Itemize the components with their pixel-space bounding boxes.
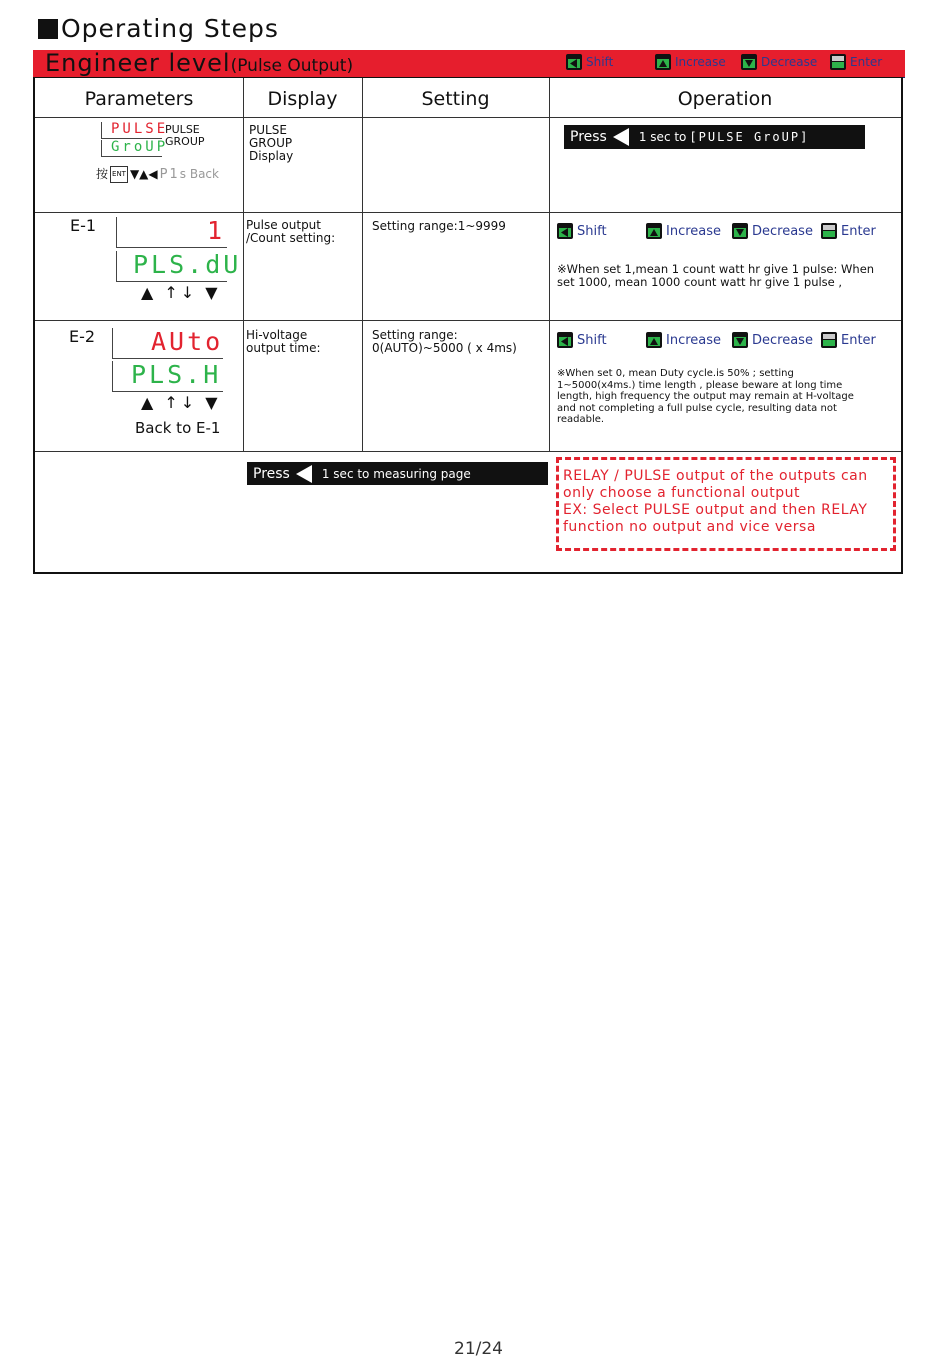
e2-display-1: Hi-voltage: [246, 328, 308, 342]
e1-shift-key: Shift: [557, 223, 607, 239]
e2-display-2: output time:: [246, 341, 321, 355]
banner-shift-label: Shift: [586, 55, 614, 69]
note-line-1: RELAY / PULSE output of the outputs can: [563, 468, 868, 484]
e1-code: E-1: [70, 216, 97, 235]
header-operation: Operation: [677, 88, 773, 110]
enter-key-icon: [830, 54, 846, 70]
press-to-group-bar: Press 1 sec to [PULSE GroUP]: [564, 125, 865, 149]
e1-setting: Setting range:1~9999: [372, 219, 506, 233]
left-arrow-key-icon: [296, 465, 312, 483]
section-title-text: Operating Steps: [61, 14, 279, 43]
banner-title: [45, 49, 353, 77]
section-title: [38, 14, 279, 43]
group-display-2: GROUP: [249, 136, 293, 150]
e2-note-1: ※When set 0, mean Duty cycle.is 50% ; setting: [557, 368, 794, 379]
e1-decrease-key: Decrease: [732, 223, 813, 239]
e2-name-seg-display: PLS.H: [112, 361, 223, 392]
decrease-key-icon: [741, 54, 757, 70]
shift-key-icon: [557, 332, 573, 348]
relay-pulse-note-box: [556, 457, 896, 551]
e2-setting-2: 0(AUTO)~5000 ( x 4ms): [372, 341, 517, 355]
e1-name-seg-display: PLS.dU: [116, 251, 227, 282]
left-arrow-key-icon: [613, 128, 629, 146]
shift-key-icon: [557, 223, 573, 239]
e2-value-seg-display: AUto: [112, 328, 223, 359]
banner-title-text: Engineer level: [45, 49, 231, 77]
e2-note-4: and not completing a full pulse cycle, resulting data not: [557, 402, 837, 414]
increase-key-icon: [646, 223, 662, 239]
e1-enter-key: Enter: [821, 223, 876, 239]
e2-note-2: 1~5000(x4ms.) time length , please beware at long time: [557, 379, 843, 391]
page-number: 21/24: [454, 1339, 503, 1359]
header-parameters: Parameters: [84, 88, 194, 110]
decrease-key-icon: [732, 332, 748, 348]
engineer-level-banner: [33, 50, 905, 78]
e2-shift-key: Shift: [557, 332, 607, 348]
banner-increase-label: Increase: [675, 55, 726, 69]
shift-key-icon: [566, 54, 582, 70]
e1-note-1: ※When set 1,mean 1 count watt hr give 1 pulse: When: [557, 262, 875, 276]
e1-increase-key: Increase: [646, 223, 721, 239]
e1-note-2: set 1000, mean 1000 count watt hr give 1 pulse ,: [557, 275, 843, 289]
group-seg-label-1: PULSE: [165, 123, 200, 136]
e1-value-seg-display: 1: [116, 217, 227, 248]
banner-subtitle: (Pulse Output): [230, 56, 354, 76]
header-display: Display: [267, 88, 338, 110]
e1-display-2: /Count setting:: [246, 231, 336, 245]
e1-nav-arrows-icon: ▲ ↑↓ ▼: [141, 283, 221, 302]
note-line-4: function no output and vice versa: [563, 519, 816, 535]
decrease-key-icon: [732, 223, 748, 239]
header-setting: Setting: [421, 88, 490, 110]
press-to-measuring-bar: Press 1 sec to measuring page: [247, 462, 548, 485]
e2-setting-1: Setting range:: [372, 328, 458, 342]
enter-key-icon: [821, 332, 837, 348]
banner-increase-key: [655, 54, 726, 70]
e2-note-3: length, high frequency the output may remain at H-voltage: [557, 391, 854, 402]
banner-decrease-key: [741, 54, 817, 70]
note-line-3: EX: Select PULSE output and then RELAY: [563, 502, 868, 518]
banner-enter-key: [830, 54, 882, 70]
banner-decrease-label: Decrease: [761, 55, 818, 69]
e2-decrease-key: Decrease: [732, 332, 813, 348]
enter-key-icon: [821, 223, 837, 239]
group-display-3: Display: [249, 149, 294, 163]
group-display-1: PULSE: [249, 123, 287, 137]
banner-enter-label: Enter: [850, 55, 883, 69]
banner-shift-key: [566, 54, 613, 70]
group-seg-label-2: GROUP: [165, 135, 205, 148]
enter-key-icon: ENT: [110, 166, 128, 183]
increase-key-icon: [655, 54, 671, 70]
e2-back-to-e1: Back to E-1: [135, 419, 221, 437]
increase-key-icon: [646, 332, 662, 348]
e2-enter-key: Enter: [821, 332, 876, 348]
group-nav-hint: 按 ENT ▼▲◀ P 1 s Back: [96, 167, 219, 182]
e2-note-5: readable.: [557, 414, 605, 425]
note-line-2: only choose a functional output: [563, 485, 800, 501]
e2-nav-arrows-icon: ▲ ↑↓ ▼: [141, 393, 221, 412]
e2-code: E-2: [69, 327, 96, 346]
square-bullet-icon: [38, 19, 58, 39]
group-seg-display: GroUP: [101, 140, 162, 157]
pulse-seg-display: PULSE: [101, 122, 162, 139]
nav-arrows-icon: ▼▲◀: [129, 167, 158, 181]
e2-increase-key: Increase: [646, 332, 721, 348]
e1-display-1: Pulse output: [246, 218, 321, 232]
